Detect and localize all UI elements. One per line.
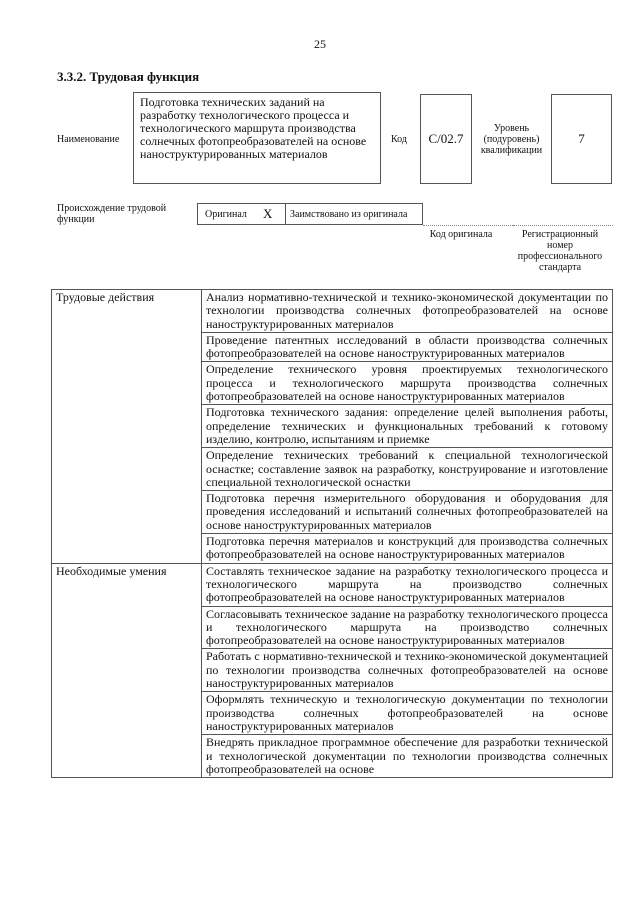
origin-label: Происхождение трудовой функции	[57, 203, 167, 225]
section-item: Проведение патентных исследований в области производства солнечных фотопреобразователей на основе наноструктурированных материалов	[202, 332, 613, 362]
qualification-level-value: 7	[578, 131, 585, 146]
table-row	[52, 290, 613, 333]
section-item: Составлять техническое задание на разработку технологического процесса и технологического маршрута на производство солнечных фотопреобразователей на основе наноструктурированных материалов	[202, 563, 613, 606]
qualification-level-box	[551, 94, 612, 184]
section-item: Оформлять техническую и технологическую документации по технологии производства солнечных фотопреобразователей на основе наноструктурированных материалов	[202, 692, 613, 735]
section-item: Подготовка перечня измерительного оборудования и оборудования для проведения исследований и испытаний солнечных фотопреобразователей на основе наноструктурированных материалов	[202, 491, 613, 534]
origin-code-cell	[423, 203, 513, 226]
original-label: Оригинал	[205, 209, 247, 220]
level-label: Уровень (подуровень) квалификации	[480, 123, 543, 156]
original-mark: Х	[263, 206, 273, 221]
section-item: Подготовка технического задания: определение целей выполнения работы, определение технических и функциональных требований к готовому изделию, контролю, испытаниям и приемке	[202, 405, 613, 448]
section-item: Подготовка перечня материалов и конструкций для производства солнечных фотопреобразователей на основе наноструктурированных материалов	[202, 534, 613, 564]
function-code-box	[420, 94, 472, 184]
labor-function-table	[51, 289, 613, 778]
name-label: Наименование	[57, 134, 120, 145]
section-item: Внедрять прикладное программное обеспечение для разработки технической и технологической документации по технологии производства солнечных фотопреобразователей на основе	[202, 735, 613, 778]
page-number: 25	[314, 37, 326, 51]
table-row	[52, 563, 613, 606]
section-item: Определение технического уровня проектируемых технологического процесса и технологического маршрута производства солнечных фотопреобразователей на основе наноструктурированных материалов	[202, 362, 613, 405]
original-cell	[197, 203, 285, 225]
function-name-box: Подготовка технических заданий на разработку технологического процесса и технологического маршрута производства солнечных фотопреобразователей на основе наноструктурированных материалов	[133, 92, 381, 184]
section-item: Работать с нормативно-технической и технико-экономической документацией по технологии производства солнечных фотопреобразователей на основе наноструктурированных материалов	[202, 649, 613, 692]
section-title: Трудовые действия	[52, 290, 202, 564]
section-item: Анализ нормативно-технической и технико-экономической документации по технологии производства солнечных фотопреобразователей на основе наноструктурированных материалов	[202, 290, 613, 333]
section-item: Согласовывать техническое задание на разработку технологического процесса и технологического маршрута на производство солнечных фотопреобразователей на основе наноструктурированных материалов	[202, 606, 613, 649]
section-title: Необходимые умения	[52, 563, 202, 777]
function-code-value: С/02.7	[428, 131, 464, 146]
code-label: Код	[391, 134, 407, 145]
section-heading: 3.3.2. Трудовая функция	[57, 69, 200, 84]
origin-code-label: Код оригинала	[429, 229, 493, 240]
section-item: Определение технических требований к специальной технологической оснастке; составление заявок на разработку, конструирование и изготовление специальной технологической оснастки	[202, 448, 613, 491]
reg-number-cell	[513, 203, 613, 226]
reg-number-label: Регистрационный номер профессионального стандарта	[517, 229, 603, 273]
borrowed-cell	[285, 203, 423, 225]
borrowed-label: Заимствовано из оригинала	[290, 209, 408, 220]
